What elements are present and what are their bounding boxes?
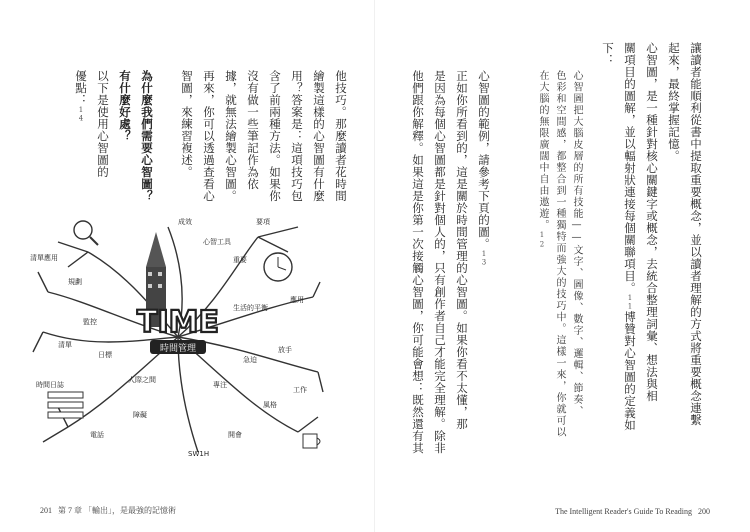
right-line-5: 博贊對心智圖的定義如 xyxy=(623,311,637,431)
left-line-6: 據，就無法繪製心智圖。 xyxy=(224,70,238,202)
clock-icon xyxy=(264,253,292,281)
right-page-number: 200 xyxy=(698,507,710,516)
mm-label: 開會 xyxy=(228,431,242,439)
left-line-1: 他技巧。那麼讀者花時間 xyxy=(334,70,348,202)
mm-label: 成效 xyxy=(178,218,192,226)
mm-label: 生活的平衡 xyxy=(233,304,268,312)
endnote-14: 14 xyxy=(77,106,85,123)
right-body-text-1 xyxy=(597,42,707,462)
endnote-13: 13 xyxy=(480,250,488,267)
right-line-10: 他們跟你解釋。如果這是你第一次接觸心智圖，你可能會想：既然還有其 xyxy=(411,70,425,454)
quote-line-1: 心智圖把大腦皮層的所有技能——文字、圖像、數字、邏輯、節奏、 xyxy=(571,70,582,417)
right-line-4: 關項目的圖解，並以輻射狀連接每個關聯項目。 xyxy=(623,42,637,294)
mm-label: SW1H xyxy=(188,450,210,458)
magnifier-icon xyxy=(74,221,98,245)
mm-label: 急迫 xyxy=(243,356,257,364)
mm-label: 應用 xyxy=(290,296,304,304)
right-line-2: 起來，最終掌握記憶。 xyxy=(667,42,681,162)
left-end-line-1: 以下是使用心智圖的 xyxy=(96,70,110,178)
heading-line-1: 為什麼我們需要心智圖？ xyxy=(140,70,154,202)
left-page-number: 201 xyxy=(40,506,52,515)
mm-label: 風格 xyxy=(263,401,277,409)
time-management-mind-map xyxy=(28,212,328,462)
section-heading xyxy=(114,70,158,220)
mm-label: 專注 xyxy=(213,381,227,389)
left-line-4: 含了前兩種方法。如果你 xyxy=(268,70,282,202)
mm-label: 工作 xyxy=(293,386,307,394)
mm-label: 清單應用 xyxy=(30,254,58,262)
heading-line-2: 有什麼好處？ xyxy=(118,70,132,142)
right-body-text-2 xyxy=(407,70,495,470)
mm-label: 電話 xyxy=(90,431,104,439)
left-end-line-2: 優點： xyxy=(74,70,88,106)
buzan-quote xyxy=(533,70,585,460)
mm-label: 重要 xyxy=(233,256,247,264)
mm-label: 日標 xyxy=(98,351,112,359)
right-line-3: 心智圖，是一種針對核心關鍵字或概念，去統合整理詞彙、想法與相 xyxy=(645,42,659,402)
right-line-6: 下： xyxy=(601,42,615,66)
mm-label: 清單 xyxy=(58,341,72,349)
mm-label: 障礙 xyxy=(133,411,147,419)
left-line-5: 沒有做一些筆記作為依 xyxy=(246,70,260,190)
right-page xyxy=(375,0,750,532)
endnote-12: 12 xyxy=(538,231,546,250)
right-line-9: 是因為每個心智圖都是針對個人的，只有創作者自己才能完全理解。除非 xyxy=(433,70,447,454)
right-line-8: 正如你所看到的，這是關於時間管理的心智圖。如果你看不太懂，那 xyxy=(455,70,469,430)
mm-label: 放手 xyxy=(278,346,292,354)
mind-map-center-title: TIME xyxy=(137,305,219,340)
mm-label: 要項 xyxy=(256,218,270,226)
left-running-title: 第 7 章 「輸出」，是最強的記憶術 xyxy=(58,506,176,515)
right-folio xyxy=(555,507,710,516)
right-line-7: 心智圖的範例，請參考下頁的圖。 xyxy=(477,70,491,250)
mind-map-center-subtitle: 時間管理 xyxy=(159,344,197,354)
mind-map-center xyxy=(137,305,219,354)
mm-label: 人際之間 xyxy=(128,376,156,384)
endnote-11: 11 xyxy=(626,294,634,311)
mm-label: 心智工具 xyxy=(203,238,231,246)
mm-label: 規劃 xyxy=(68,278,82,286)
left-line-7: 再來，你可以透過查看心 xyxy=(202,70,216,202)
quote-line-2: 色彩和空間感，都整合到一種獨特而強大的技巧中。這樣一來，你就可以 xyxy=(554,70,565,438)
mm-label: 監控 xyxy=(83,318,97,326)
ladder-drawing xyxy=(48,392,83,418)
cup-icon xyxy=(303,434,320,448)
right-line-1: 讓讀者能順利從書中提取重要概念，並以讀者理解的方式將重要概念連繫 xyxy=(689,42,703,426)
left-folio xyxy=(40,505,176,516)
quote-line-3: 在大腦的無限廣闊中自由遨遊。 xyxy=(537,70,548,231)
left-line-3: 用？答案是：這項技巧包 xyxy=(290,70,304,202)
left-line-8: 智圖，來練習複述。 xyxy=(180,70,194,178)
left-body-end xyxy=(70,70,114,220)
mm-label: 時間日誌 xyxy=(36,381,64,389)
right-running-title: The Intelligent Reader's Guide To Reading xyxy=(555,507,692,516)
left-line-2: 繪製這樣的心智圖有什麼 xyxy=(312,70,326,202)
